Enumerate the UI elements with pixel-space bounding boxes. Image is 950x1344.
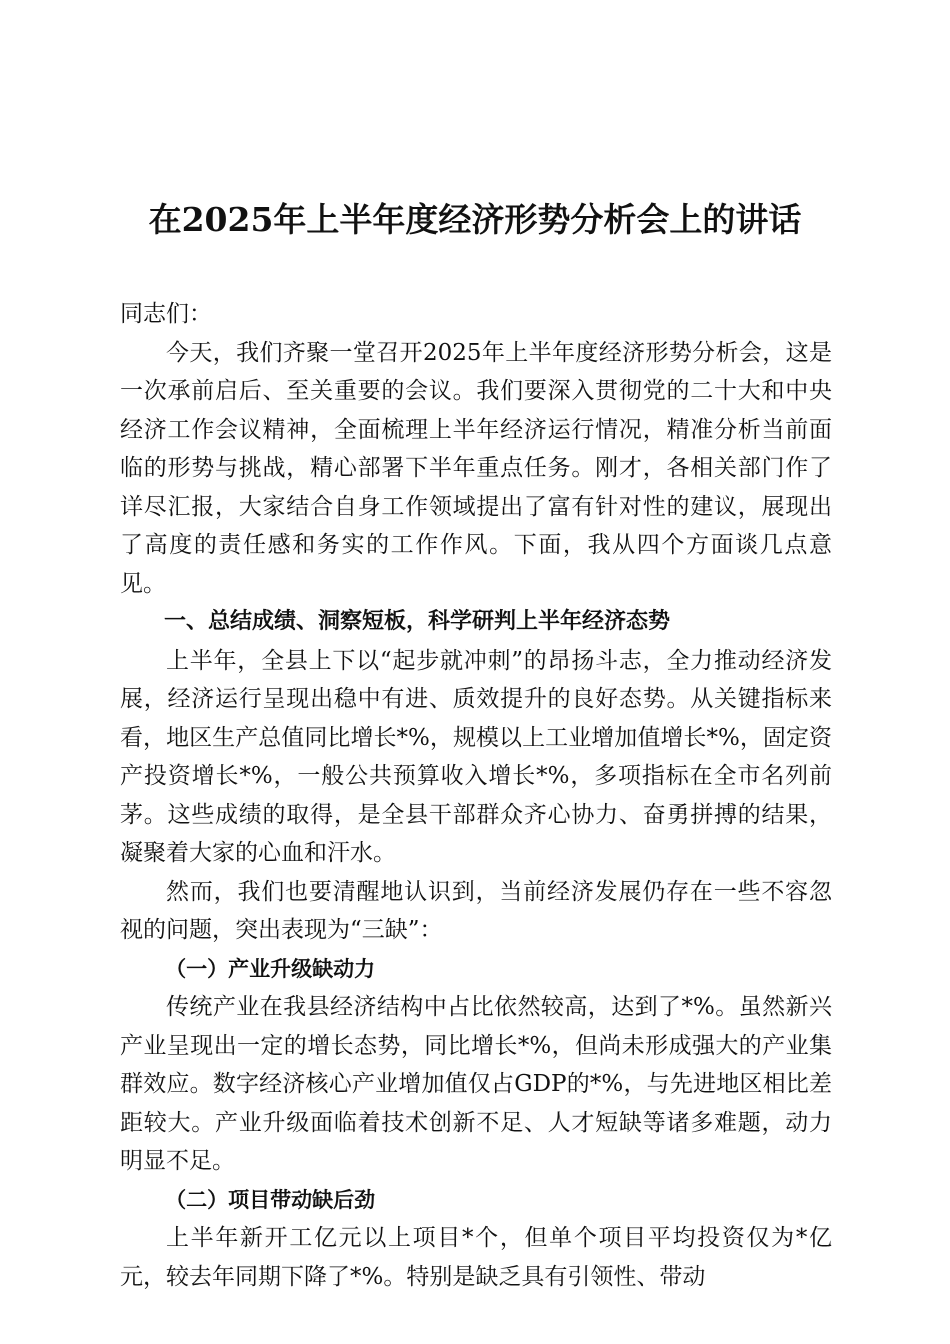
document-body bbox=[120, 295, 832, 1296]
subsection-2-paragraph: 上半年新开工亿元以上项目*个，但单个项目平均投资仅为*亿元，较去年同期下降了*%。特别是缺乏具有引领性、带动 bbox=[120, 1225, 832, 1290]
salutation: 同志们： bbox=[120, 301, 212, 327]
intro-paragraph: 今天，我们齐聚一堂召开2025年上半年度经济形势分析会，这是一次承前启后、至关重要的会议。我们要深入贯彻党的二十大和中央经济工作会议精神，全面梳理上半年经济运行情况，精准分析当前面临的形势与挑战，精心部署下半年重点任务。刚才，各相关部门作了详尽汇报，大家结合自身工作领域提出了富有针对性的建议，展现出了高度的责任感和务实的工作作风。下面，我从四个方面谈几点意见。 bbox=[120, 339, 832, 597]
subsection-1-paragraph: 传统产业在我县经济结构中占比依然较高，达到了*%。虽然新兴产业呈现出一定的增长态势，同比增长*%，但尚未形成强大的产业集群效应。数字经济核心产业增加值仅占GDP的*%，与先进地区相比差距较大。产业升级面临着技术创新不足、人才短缺等诸多难题，动力明显不足。 bbox=[120, 994, 832, 1174]
section-1-paragraph-2: 然而，我们也要清醒地认识到，当前经济发展仍存在一些不容忽视的问题，突出表现为“三缺”： bbox=[120, 878, 832, 943]
subsection-1-heading: （一）产业升级缺动力 bbox=[165, 955, 376, 981]
section-1-heading: 一、总结成绩、洞察短板，科学研判上半年经济态势 bbox=[164, 609, 671, 634]
section-1-paragraph-1: 上半年，全县上下以“起步就冲刺”的昂扬斗志，全力推动经济发展，经济运行呈现出稳中有进、质效提升的良好态势。从关键指标来看，地区生产总值同比增长*%，规模以上工业增加值增长*%，固定资产投资增长*%，一般公共预算收入增长*%，多项指标在全市名列前茅。这些成绩的取得，是全县干部群众齐心协力、奋勇拼搏的结果，凝聚着大家的心血和汗水。 bbox=[120, 647, 832, 866]
document-title: 在2025年上半年度经济形势分析会上的讲话 bbox=[148, 200, 802, 239]
subsection-2-heading: （二）项目带动缺后劲 bbox=[165, 1186, 376, 1212]
